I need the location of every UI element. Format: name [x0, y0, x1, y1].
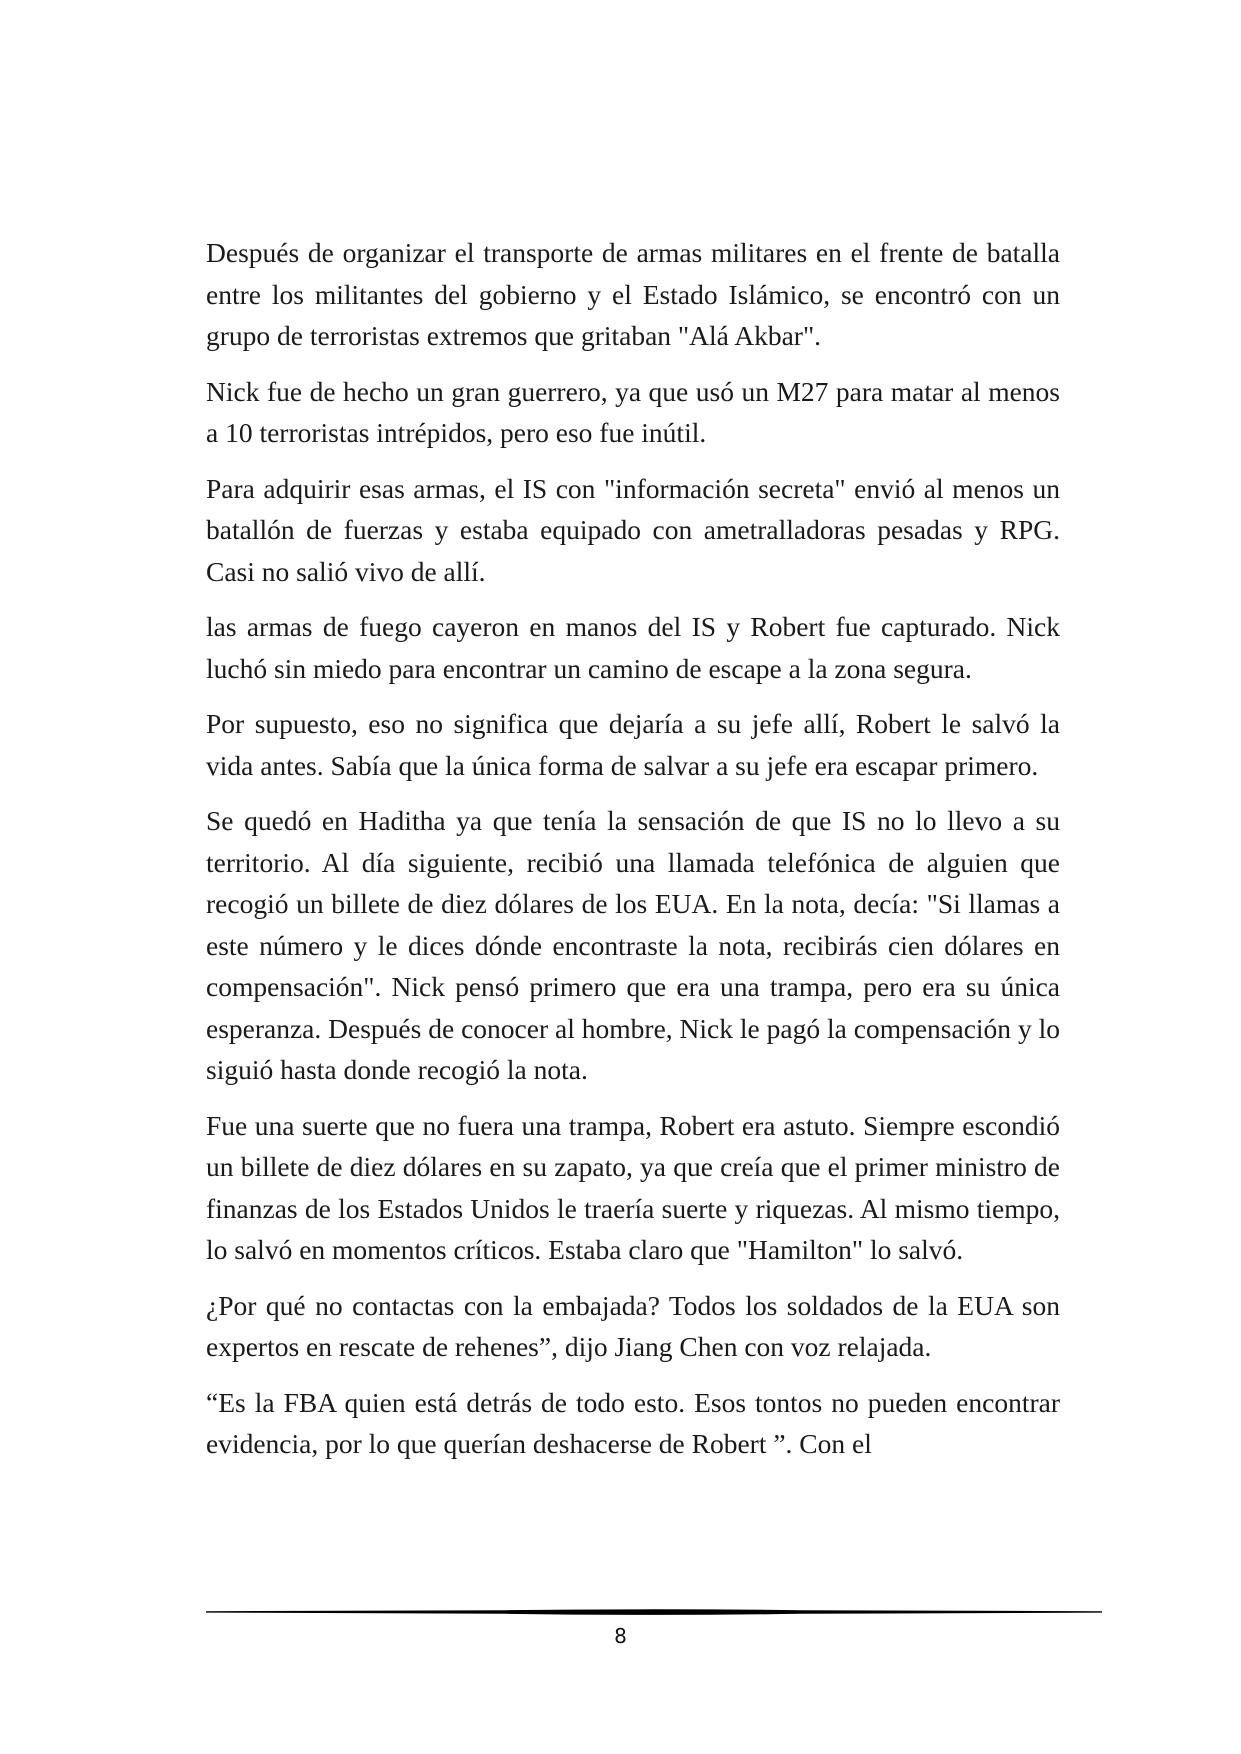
paragraph-9: “Es la FBA quien está detrás de todo esto. Esos tontos no pueden encontrar evidencia, por lo que querían deshacerse de Robert ”. Con el — [206, 1386, 1060, 1459]
paragraph-3: Para adquirir esas armas, el IS con "información secreta" envió al menos un batallón de fuerzas y estaba equipado con ametralladoras pesadas y RPG. Casi no salió vivo de allí. — [206, 472, 1060, 587]
page-number: 8 — [614, 1624, 627, 1648]
paragraph-2: Nick fue de hecho un gran guerrero, ya que usó un M27 para matar al menos a 10 terroristas intrépidos, pero eso fue inútil. — [206, 375, 1060, 448]
paragraph-5: Por supuesto, eso no significa que dejaría a su jefe allí, Robert le salvó la vida antes. Sabía que la única forma de salvar a su jefe era escapar primero. — [206, 708, 1060, 781]
paragraph-6: Se quedó en Haditha ya que tenía la sensación de que IS no lo llevo a su territorio. Al día siguiente, recibió una llamada telefónica de alguien que recogió un billete de diez dólares de los EUA. En la nota, decía: "Si llamas a este número y le dices dónde encontraste la nota, recibirás cien dólares en compensación". Nick pensó primero que era una trampa, pero era su única esperanza. Después de conocer al hombre, Nick le pagó la compensación y lo siguió hasta donde recogió la nota. — [206, 805, 1060, 1085]
paragraph-1: Después de organizar el transporte de armas militares en el frente de batalla entre los militantes del gobierno y el Estado Islámico, se encontró con un grupo de terroristas extremos que gritaban "Alá Akbar". — [206, 237, 1060, 351]
paragraph-4: las armas de fuego cayeron en manos del IS y Robert fue capturado. Nick luchó sin miedo para encontrar un camino de escape a la zona segura. — [206, 611, 1060, 684]
body-text — [206, 232, 1060, 1479]
paragraph-8: ¿Por qué no contactas con la embajada? Todos los soldados de la EUA son expertos en rescate de rehenes”, dijo Jiang Chen con voz relajada. — [206, 1289, 1060, 1362]
footer-divider — [206, 1608, 1102, 1616]
paragraph-7: Fue una suerte que no fuera una trampa, Robert era astuto. Siempre escondió un billete de diez dólares en su zapato, ya que creía que el primer ministro de finanzas de los Estados Unidos le traería suerte y riquezas. Al mismo tiempo, lo salvó en momentos críticos. Estaba claro que "Hamilton" lo salvó. — [206, 1109, 1060, 1265]
